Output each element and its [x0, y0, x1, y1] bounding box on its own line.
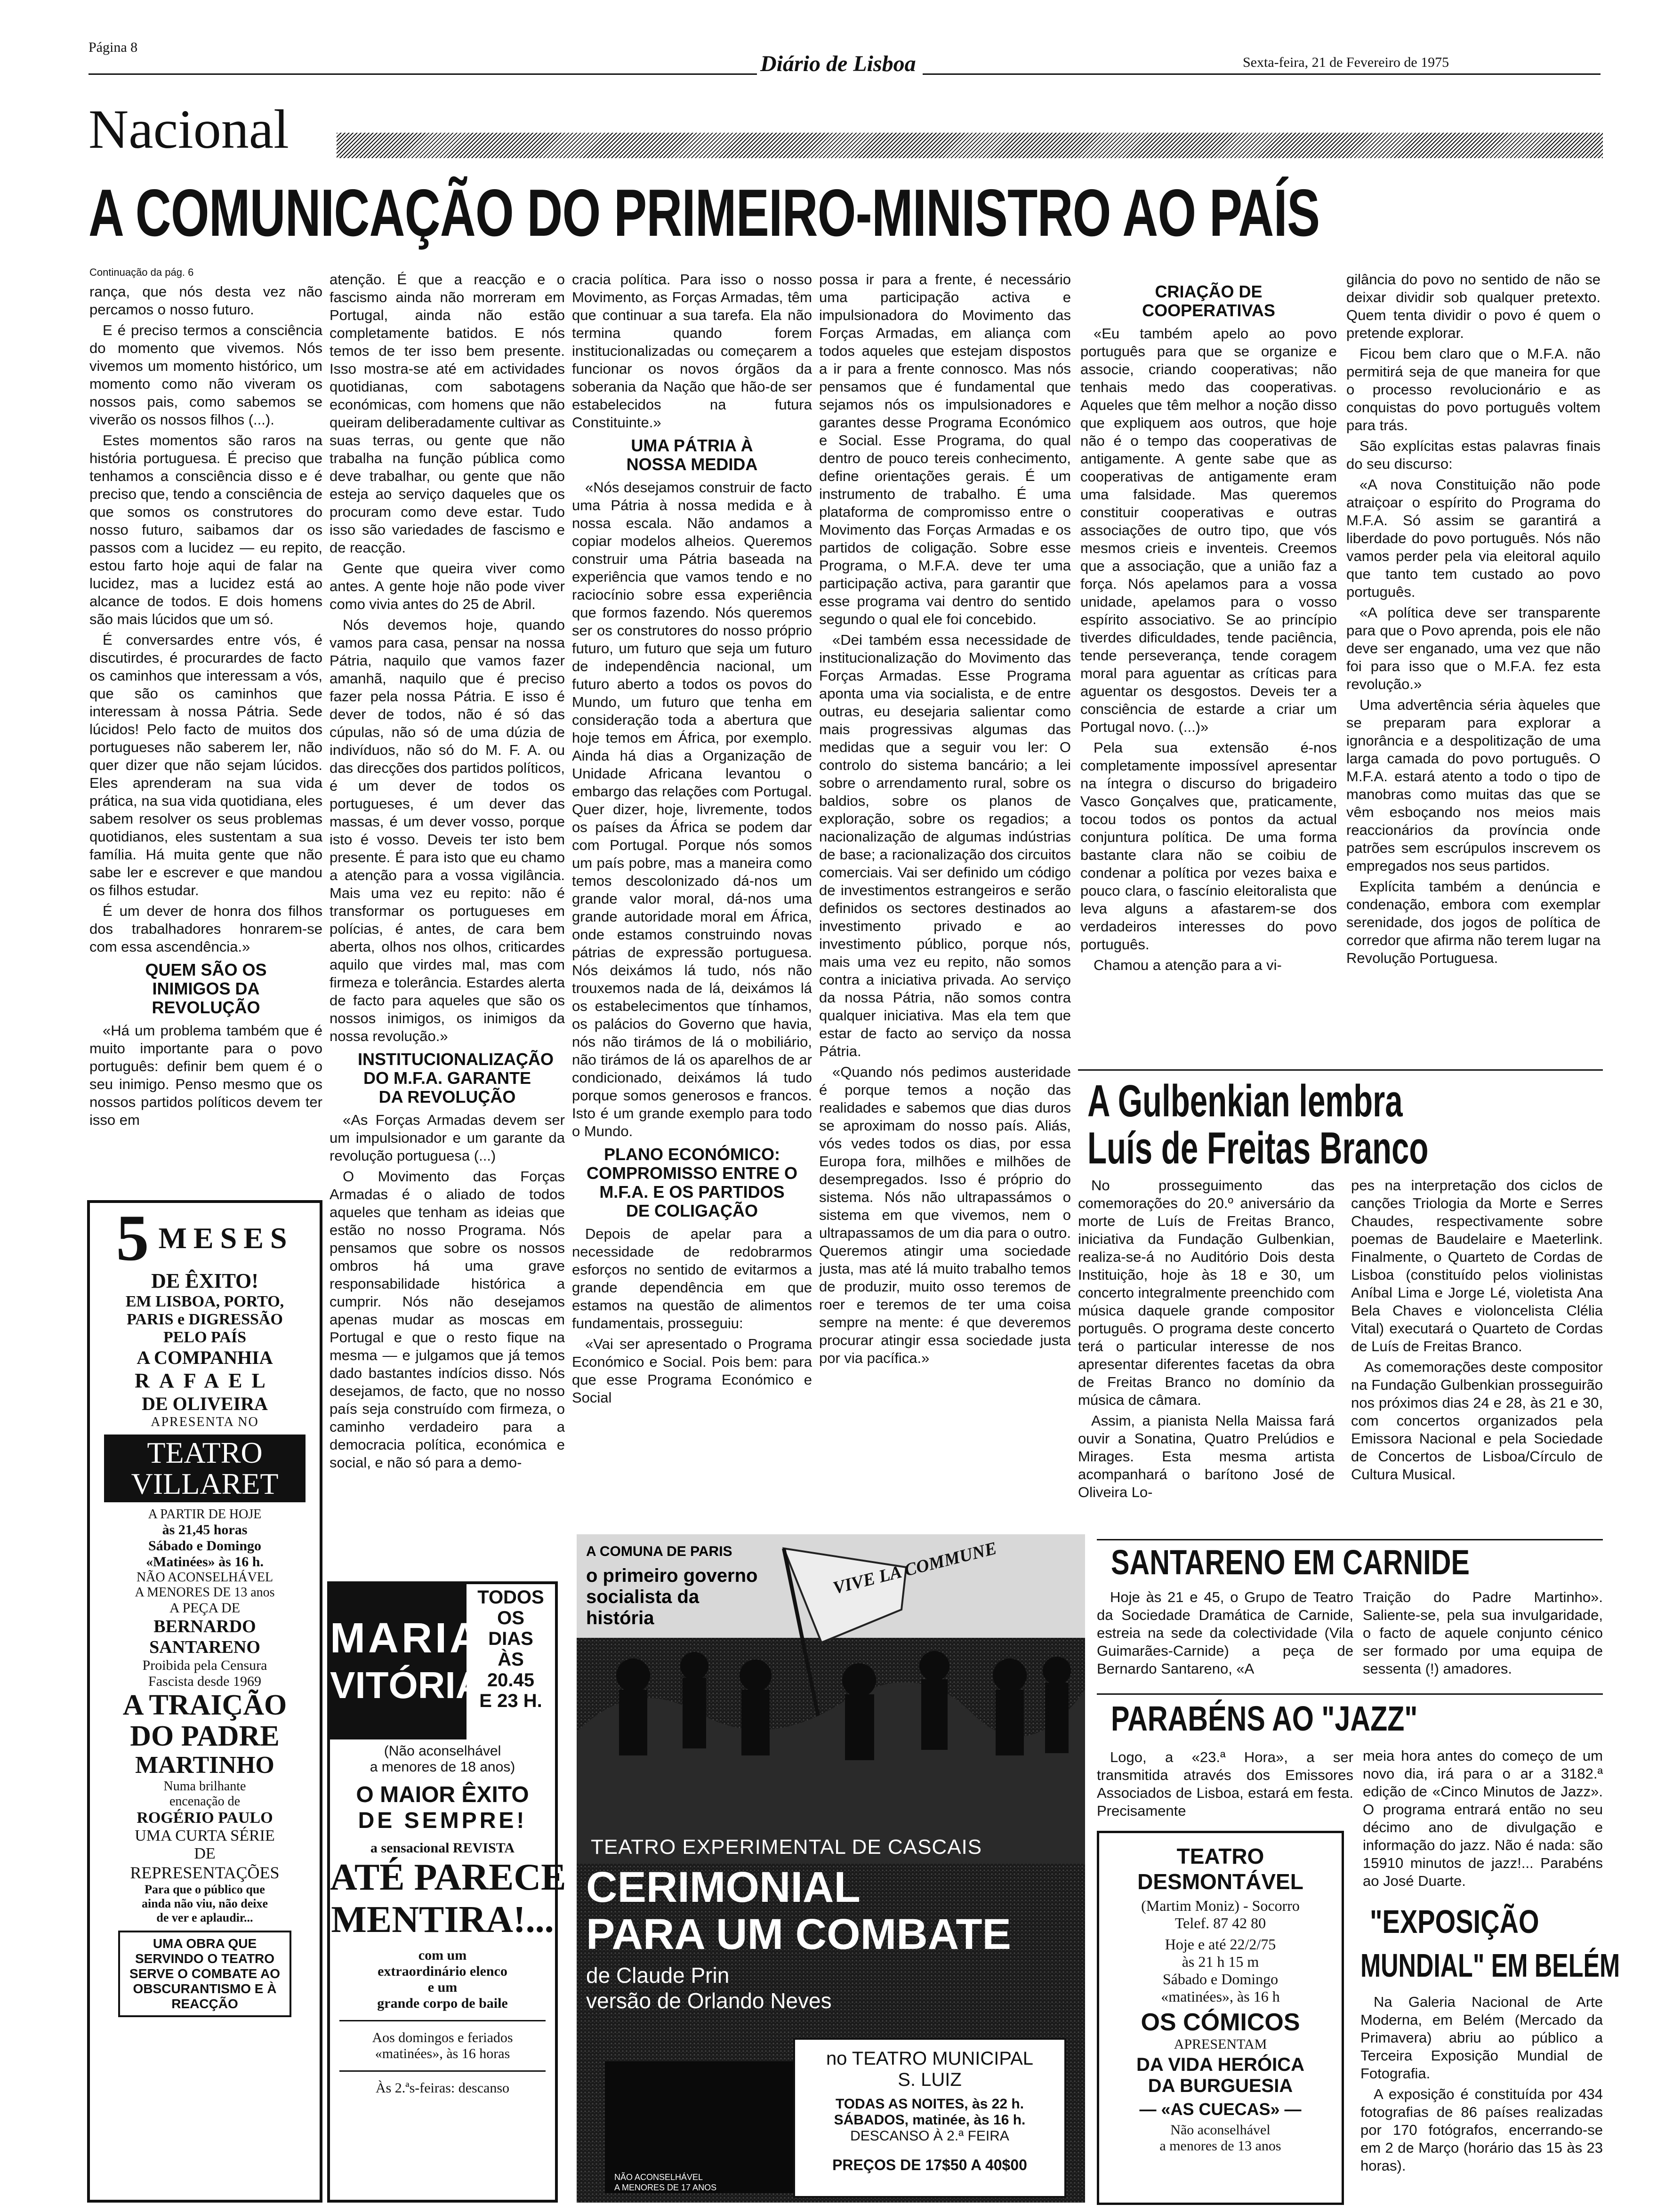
paragraph: «As Forças Armadas devem ser um impulsionador e um garante da revolução portuguesa (...)	[330, 1112, 565, 1164]
ad-line: OS CÓMICOS	[1141, 2009, 1300, 2036]
ad-line: «matinées», às 16 horas	[375, 2046, 510, 2061]
paragraph: «Há um problema também que é muito importante para o povo português: definir bem quem é o seu inimigo. Penso mesmo que os nossos partidos políticos devem ter isso em	[89, 1022, 322, 1128]
ad-line: ATÉ PARECE	[330, 1857, 566, 1898]
ad-theatre-name-box	[330, 1584, 483, 1739]
paragraph: Hoje às 21 e 45, o Grupo de Teatro da Sociedade Dramática de Carnide, estreia na sede da colectividade (Vila Guimarães-Carnide) a peça de Bernardo Santareno, «A	[1097, 1589, 1353, 1677]
ad-line: A TRAIÇÃO	[122, 1689, 287, 1721]
paragraph: Uma advertência séria àqueles que se preparam para explorar a ignorância e a despolitização de uma larga camada do povo português. O M.F.A. estará atento a todo o tipo de manobras como muitas das que se vêm esboçando nos meios mais reaccionários da província onde patrões sem escrúpulos inscrevem os empregados nos seus partidos.	[1346, 697, 1601, 874]
ad-line: ainda não viu, não deixe	[141, 1897, 268, 1910]
article-column-6	[1346, 271, 1601, 1061]
ad-line: Sábado e Domingo	[1162, 1971, 1279, 1988]
ad-slogan-box: UMA OBRA QUE SERVINDO O TEATRO SERVE O COMBATE AO OBSCURANTISMO E À REACÇÃO	[118, 1931, 291, 2017]
expo-title-2: MUNDIAL" EM BELÉM	[1360, 1947, 1620, 1984]
ad-title	[586, 1864, 1076, 2013]
ad-line: Às 2.ªs-feiras: descanso	[375, 2080, 510, 2096]
page-date: Sexta-feira, 21 de Fevereiro de 1975	[1243, 55, 1449, 70]
ad-line: A MENORES DE 17 ANOS	[614, 2183, 717, 2192]
article-column-1	[89, 266, 322, 1202]
ad-maria-vitoria	[327, 1581, 566, 2203]
headline: A COMUNICAÇÃO DO PRIMEIRO-MINISTRO AO PAÍS	[88, 176, 1320, 250]
paragraph: atenção. É que a reacção e o fascismo ainda não morreram em Portugal, ainda não estão completamente batidos. E nós temos de ter isso bem presente. Isso mostra-se até em actividades quotidianas, com sabotagens económicas, com homens que não queiram deliberadamente cultivar as suas terras, ou gente que não trabalha na função pública como deve trabalhar, ou gente que não esteja ao serviço daqueles que os procuram como deve estar. Tudo isso são variedades de fascismo e de reacção.	[330, 271, 565, 556]
ad-line: ÀS	[498, 1649, 524, 1670]
ad-line: UMA CURTA SÉRIE	[135, 1827, 275, 1844]
ad-line: DA BURGUESIA	[1148, 2076, 1293, 2096]
paragraph: Gente que queira viver como antes. A gente hoje não pode viver como vivia antes do 25 de Abril.	[330, 560, 565, 612]
ad-line: MARIA	[330, 1615, 483, 1662]
article-column-5	[1080, 282, 1337, 1061]
ad-line: (Martim Moniz) - Socorro	[1141, 1897, 1300, 1914]
ad-line: APRESENTA NO	[151, 1415, 259, 1429]
gulbenkian-column-a	[1078, 1177, 1335, 1581]
ad-line: PARIS e DIGRESSÃO	[127, 1311, 283, 1328]
ad-line: Aos domingos e feriados	[372, 2030, 513, 2045]
paragraph: pes na interpretação dos ciclos de canções Triologia da Morte e Serres Chaudes, respectivamente sobre poemas de Baudelaire e Maeterlink. Finalmente, o Quarteto de Cordas de Lisboa (constituído pelos violinistas Aníbal Lima e Jorge Lé, violetista Ana Bela Chaves e violoncelista Clélia Vital) executará o Quarteto de Cordas de Luís de Freitas Branco.	[1351, 1177, 1603, 1354]
ad-line: versão de Orlando Neves	[586, 1988, 832, 2013]
section-hatch	[337, 133, 1603, 158]
paragraph: Estes momentos são raros na história portuguesa. É preciso que tenhamos a consciência disso e é preciso que, tendo a consciência de que somos os construtores do nosso futuro, saibamos dar os passos com a lucidez — eu repito, estou farto hoje aqui de falar na lucidez, mas a lucidez está ao alcance de todos. E dois homens são mais lúcidos que um só.	[89, 432, 322, 627]
ad-line: de Claude Prin	[586, 1963, 730, 1988]
ad-line: VITÓRIA	[330, 1664, 483, 1706]
ad-line: NÃO ACONSELHÁVEL	[614, 2172, 703, 2182]
santareno-title: SANTARENO EM CARNIDE	[1111, 1543, 1470, 1582]
paragraph: Logo, a «23.ª Hora», a ser transmitida através dos Emissores Associados de Lisboa, estará em festa. Precisamente	[1097, 1749, 1353, 1819]
ad-line: DIAS	[488, 1628, 533, 1649]
ad-line: TEATRO EXPERIMENTAL DE CASCAIS	[591, 1835, 982, 1859]
paragraph: possa ir para a frente, é necessário uma participação activa e impulsionadora do Movimento das Forças Armadas, em aliança com todos aqueles que estejam dispostos a ir para a frente connosco. Mas nós pensamos que é fundamental que sejamos nós os impulsionadores e garantes desse Programa Económico e Social. Esse Programa, do qual dentro de pouco tereis conhecimento, define orientações gerais. É um instrumento de trabalho. É uma plataforma de compromisso entre o Movimento das Forças Armadas e os partidos de coligação. Sobre esse Programa, o M.F.A. deve ter uma participação activa, para garantir que esse programa vai dentro do sentido segundo o qual ele foi concebido.	[819, 271, 1071, 627]
jazz-top-rule	[1097, 1693, 1603, 1695]
jazz-title: PARABÉNS AO "JAZZ"	[1111, 1699, 1418, 1738]
paragraph: E é preciso termos a consciência do momento que vivemos. Nós vivemos um momento histórico, um momento como não viveram os nossos pais, como sabemos se viverão os nossos filhos (...).	[89, 322, 322, 428]
paragraph: Traição do Padre Martinho». Saliente-se, pela sua invulgaridade, o facto de aquele conjunto cénico ser formado por uma equipa de sessenta (!) amadores.	[1363, 1589, 1603, 1677]
ad-line: MENTIRA!...	[331, 1899, 554, 1940]
ad-line: A COMUNA DE PARIS	[586, 1544, 732, 1559]
ad-line: de ver e aplaudir...	[156, 1911, 253, 1924]
ad-line: o primeiro governo	[586, 1565, 758, 1586]
subheading: UMA PÁTRIA À NOSSA MEDIDA	[626, 436, 758, 474]
ad-line: — «AS CUECAS» —	[1139, 2100, 1302, 2119]
ad-teatro-villaret	[87, 1200, 322, 2203]
masthead: Diário de Lisboa	[760, 51, 916, 76]
ad-line: e um	[427, 1980, 458, 1995]
article-column-3	[572, 271, 812, 1406]
paragraph: «Nós desejamos construir de facto uma Pátria à nossa medida e à nossa escala. Não andamos a copiar modelos alheios. Queremos construir uma Pátria baseada na experiência que vamos tendo e no raciocínio sobre essa experiência que formos fazendo. Nós queremos ser os construtores do nosso próprio futuro, um futuro que seja um futuro de independência nacional, um futuro aberto a todos os povos do Mundo, um futuro que tenha em consideração toda a abertura que hoje temos em África, por exemplo. Ainda há dias a Organização de Unidade Africana levantou o embargo das relações com Portugal. Quer dizer, hoje, livremente, todos os países da África se podem dar com Portugal. Porque nós somos um país pobre, mas a maneira como temos descolonizado dá-nos um grande valor moral, dá-nos uma grande autoridade moral em África, onde estamos construindo novas pátrias de expressão portuguesa. Nós deixámos lá tudo, nós não trouxemos nada de lá, deixámos lá os estabelecimentos que tínhamos, os palácios do Governo que havia, nós não tirámos de lá o mobiliário, não tirámos de lá os aparelhos de ar condicionado, deixámos lá tudo porque somos generosos e francos. Isto é um grande exemplo para todo o Mundo.	[572, 479, 812, 1139]
ad-line: às 21,45 horas	[162, 1522, 248, 1538]
ad-line: A PEÇA DE	[169, 1600, 241, 1616]
ad-line: Telef. 87 42 80	[1174, 1915, 1266, 1931]
ad-line: VILLARET	[131, 1467, 279, 1500]
paragraph: gilância do povo no sentido de não se deixar dividir sob qualquer pretexto. Quem tenta dividir o povo é quem o pretende explorar.	[1346, 271, 1601, 341]
ad-line: A PARTIR DE HOJE	[148, 1507, 262, 1522]
paragraph: meia hora antes do começo de um novo dia, irá para o ar a 3182.ª edição de «Cinco Minutos de Jazz». O programa entrará então no seu décimo ano de divulgação e informação do jazz. Não é nada: são 15910 minutos de jazz!... Parabéns ao José Duarte.	[1363, 1747, 1603, 1889]
ad-line: Hoje e até 22/2/75	[1165, 1936, 1276, 1953]
paragraph: São explícitas estas palavras finais do seu discurso:	[1346, 438, 1601, 472]
ad-line: EM LISBOA, PORTO,	[125, 1293, 284, 1310]
ad-line: «matinées», às 16 h	[1161, 1988, 1280, 2005]
paragraph: O Movimento das Forças Armadas é o aliado de todos aqueles que tenham as ideias que estão no nosso Programa. Nós pensamos que sobre os nossos ombros há uma grave responsabilidade histórica a cumprir. Nós não desejamos apenas mudar as moscas em Portugal e que o resto fique na mesma — e julgamos que já temos dado bastantes indícios disso. Nós desejamos, de facto, que no nosso país seja construído com firmeza, o caminho verdadeiro para a democracia política, económica e social, e não só para a demo-	[330, 1168, 565, 1471]
ad-line: com um	[418, 1948, 467, 1963]
ad-line: MESES	[158, 1221, 294, 1255]
ad-line: DE ÊXITO!	[151, 1269, 258, 1292]
subheading: INSTITUCIONALIZAÇÃO DO M.F.A. GARANTE DA REVOLUÇÃO	[358, 1050, 554, 1106]
ad-line: Para que o público que	[145, 1883, 265, 1896]
santareno-top-rule	[1097, 1539, 1603, 1540]
ad-line: no TEATRO MUNICIPAL	[826, 2048, 1034, 2069]
ad-line: SANTARENO	[149, 1637, 260, 1657]
santareno-column-b	[1363, 1588, 1603, 1701]
ad-line: APRESENTAM	[1174, 2036, 1267, 2052]
ad-line: PELO PAÍS	[163, 1329, 246, 1346]
paragraph: «A nova Constituição não pode atraiçoar o espírito do Programa do M.F.A. Só assim se garantirá a liberdade do povo português. Nós não vamos perder pela via eleitoral aquilo que tanto tem custado ao povo português.	[1346, 476, 1601, 600]
subheading: PLANO ECONÓMICO: COMPROMISSO ENTRE O M.F.A. E OS PARTIDOS DE COLIGAÇÃO	[586, 1145, 798, 1220]
paragraph: Ficou bem claro que o M.F.A. não permitirá seja de que maneira for que o processo revolucionário e as conquistas do povo português voltem para trás.	[1346, 345, 1601, 433]
paragraph: É conversardes entre vós, é discutirdes, é procurardes de facto os caminhos que interessam a vós, que são os caminhos que interessam à nossa Pátria. Sede lúcidos! Pelo facto de muitos dos portugueses não saberem ler, não quer dizer que não sejam lúcidos. Eles aprenderam na sua vida prática, na sua vida quotidiana, eles sabem resolver os seus problemas quotidianos, eles sustentam a sua família. Há muita gente que não sabe ler e escrever e que mandou os filhos estudar.	[89, 632, 322, 898]
ad-line: Não aconselhável	[1170, 2122, 1271, 2138]
gulbenkian-top-rule	[1078, 1069, 1603, 1071]
ad-big-number: 5	[116, 1202, 149, 1274]
paragraph: «Eu também apelo ao povo português para que se organize e associe, criando cooperativas; não tenhais medo das cooperativas. Aqueles que têm melhor a noção disso que expliquem aos outros, que hoje não é o tempo das cooperativas de antigamente. A gente sabe que as cooperativas de antigamente eram uma falsidade. Mas queremos constituir cooperativas e outras associações de outro tipo, que vós mesmos crieis e inventeis. Creemos que a associação, que a união faz a força. Nós apelamos para a vossa unidade, apelamos para o vosso espírito associativo. Se ao princípio tiverdes dificuldades, tende paciência, tende perseverança, tende coragem moral para aguentar as críticas para aguentar os desgostos. Deveis ter a consciência de estarde a criar um Portugal novo. (...)»	[1080, 325, 1337, 735]
paragraph: No prosseguimento das comemorações do 20.º aniversário da morte de Luís de Freitas Branco, iniciativa da Fundação Gulbenkian, realiza-se-á no Auditório Dois desta Instituição, hoje às 18 e 30, um concerto integralmente preenchido com música daquele grande compositor português. O programa deste concerto terá o particular interesse de nos apresentar diferentes facetas da obra de Freitas Branco no domínio da música de câmara.	[1078, 1177, 1335, 1408]
page-number: Página 8	[88, 40, 138, 55]
section-title: Nacional	[88, 98, 289, 160]
ad-line: DE	[194, 1845, 216, 1862]
ad-line: A MENORES DE 13 anos	[135, 1585, 275, 1600]
paragraph: A exposição é constituída por 434 fotografias de 86 países realizadas por 170 fotógrafos, encerrando-se em 2 de Março (horário das 15 às 23 horas).	[1360, 2086, 1603, 2174]
gulbenkian-title-1: A Gulbenkian lembra	[1087, 1076, 1403, 1126]
ad-line: DE SEMPRE!	[358, 1808, 527, 1833]
ad-line: REPRESENTAÇÕES	[130, 1863, 280, 1882]
ad-line: ROGÉRIO PAULO	[137, 1809, 273, 1827]
ad-line: DA VIDA HERÓICA	[1136, 2054, 1305, 2075]
paragraph: Pela sua extensão é-nos completamente impossível apresentar na íntegra o discurso do brigadeiro Vasco Gonçalves que, praticamente, tocou todos os pontos da actual conjuntura política. De uma forma bastante clara não se coibiu de condenar a política por vezes baixa e pouco clara, o fascínio eleitoralista que leva alguns a afastarem-se dos verdadeiros interesses do povo português.	[1080, 739, 1337, 953]
ad-line: PARA UM COMBATE	[586, 1910, 1011, 1958]
continuation-note: Continuação da pág. 6	[89, 266, 194, 278]
expo-column	[1360, 1993, 1603, 2200]
paragraph: As comemorações deste compositor na Fundação Gulbenkian prosseguirão nos próximos dias 24 e 28, às 21 e 30, com concertos organizados pela Emissora Nacional e pela Sociedade de Concertos de Lisboa/Círculo de Cultura Musical.	[1351, 1359, 1603, 1483]
paragraph: Assim, a pianista Nella Maissa fará ouvir a Sonatina, Quatro Prelúdios e Mirages. Esta mesma artista acompanhará o barítono José de Oliveira Lo-	[1078, 1412, 1335, 1500]
gulbenkian-column-b	[1351, 1177, 1603, 1581]
ad-line: BERNARDO	[153, 1617, 256, 1636]
ad-line: E 23 H.	[479, 1691, 542, 1711]
ad-line: Proibida pela Censura	[142, 1658, 267, 1673]
ad-line: (Não aconselhável	[384, 1743, 501, 1759]
paragraph: É um dever de honra dos filhos dos trabalhadores honrarem-se com essa ascendência.»	[89, 903, 322, 955]
ad-line: encenação de	[169, 1794, 240, 1809]
ad-line: extraordinário elenco	[378, 1964, 507, 1979]
ad-line: O MAIOR ÊXITO	[356, 1782, 529, 1807]
ad-line: 20.45	[487, 1670, 535, 1691]
paragraph: «A política deve ser transparente para que o Povo aprenda, pois ele não deve ser enganado, uma vez que não foi para isso que o M.F.A. fez esta revolução.»	[1346, 604, 1601, 692]
ad-line: RAFAEL	[135, 1369, 275, 1392]
ad-line: MARTINHO	[135, 1752, 274, 1779]
ad-line: TODOS	[477, 1587, 544, 1608]
ad-line: a menores de 13 anos	[1159, 2138, 1281, 2154]
paragraph: Nós devemos hoje, quando vamos para casa, pensar na nossa Pátria, naquilo que vamos fazer amanhã, naquilo que é preciso fazer pela nossa Pátria. E isso é dever de todos, não é só das cúpulas, não só de uma dúzia de indivíduos, não só do M. F. A. ou das direcções dos partidos políticos, é um dever de todos os portugueses, é um dever das massas, é um dever vosso, porque isto é vosso. Deveis ter isto bem presente. É para isto que eu chamo a atenção para a vossa vigilância. Mais uma vez eu repito: não é transformar os portugueses em polícias, é antes, de cara bem aberta, olhos nos olhos, criticardes aquilo que virdes mal, mas com firmeza e tolerância. Estardes alerta de facto para aqueles que são os nossos inimigos, os inimigos da nossa revolução.»	[330, 617, 565, 1044]
paragraph: «Vai ser apresentado o Programa Económico e Social. Pois bem: para que esse Programa Económico e Social	[572, 1336, 812, 1406]
ad-line: socialista da história	[586, 1587, 700, 1628]
ad-info-box	[793, 2038, 1066, 2198]
paragraph: «Dei também essa necessidade de institucionalização do Movimento das Forças Armadas. Esse Programa aponta uma via socialista, e de entre outras, eu desejaria salientar como mais progressivas algumas das medidas que a seguir vou ler: O controlo do sistema bancário; a lei sobre o arrendamento rural, sobre os baldios, sobre os planos de exploração, sobre os regadios; a nacionalização de algumas indústrias de base; a racionalização dos circuitos comerciais. Vai ser definido um código de investimentos estrangeiros e serão definidos os sectores destinados ao investimento privado e ao investimento público, porque nós, mais uma vez eu repito, não somos contra a iniciativa privada. Ao serviço da nossa Pátria, não somos contra qualquer iniciativa. Mas ela tem que estar de facto ao serviço da nossa Pátria.	[819, 632, 1071, 1059]
subheading: QUEM SÃO OS INIMIGOS DA REVOLUÇÃO	[145, 960, 267, 1017]
header-rule-left	[88, 73, 757, 75]
gulbenkian-title-2: Luís de Freitas Branco	[1087, 1123, 1429, 1173]
ad-line: DO PADRE	[130, 1720, 280, 1752]
ad-line: Numa brilhante	[163, 1779, 246, 1794]
ad-line: S. LUIZ	[898, 2069, 962, 2090]
ad-line: OS	[497, 1608, 524, 1628]
santareno-column-a	[1097, 1588, 1353, 1701]
ad-line: a menores de 18 anos)	[370, 1759, 515, 1775]
paragraph: Depois de apelar para a necessidade de redobrarmos esforços no sentido de evitarmos a grande dependência em que estamos na questão de alimentos fundamentais, prosseguiu:	[572, 1226, 812, 1331]
ad-line: CERIMONIAL	[586, 1863, 861, 1911]
ad-line: A COMPANHIA	[137, 1347, 273, 1368]
ad-line: DESCANSO À 2.ª FEIRA	[850, 2128, 1009, 2144]
ad-line: PREÇOS DE 17$50 A 40$00	[832, 2156, 1027, 2173]
paragraph: Na Galeria Nacional de Arte Moderna, em Belém (Mercado da Primavera) abriu ao público a Terceira Exposição Mundial de Fotografia.	[1360, 1994, 1603, 2082]
ad-teatro-desmontavel	[1097, 1831, 1344, 2205]
ad-theatre-name-box	[104, 1435, 306, 1502]
paragraph: «Quando nós pedimos austeridade é porque temos a noção das realidades e sabemos que dias duros se aproximam do nosso país. Aliás, vós vedes todos os dias, por essa Europa fora, milhões e milhões de desempregados. Isso é próprio do sistema. Nós não ultrapassámos o sistema em que vivemos, nem o ultrapassamos de um dia para o outro. Queremos atingir uma sociedade justa, mas até lá muito trabalho temos de produzir, muito osso teremos de roer e teremos de ter uma coisa sempre na mente: é que deveremos procurar atingir essa sociedade justa por via pacífica.»	[819, 1064, 1071, 1366]
ad-line: a sensacional REVISTA	[370, 1840, 515, 1856]
ad-line: DE OLIVEIRA	[142, 1393, 268, 1414]
jazz-column-a	[1097, 1748, 1353, 1824]
ad-line: Sábado e Domingo	[148, 1538, 262, 1554]
expo-title-1: "EXPOSIÇÃO	[1370, 1903, 1539, 1940]
ad-text-overlay	[586, 1544, 765, 1629]
ad-teatro-experimental-cascais	[577, 1534, 1085, 2203]
ad-age-notice	[614, 2172, 716, 2193]
article-column-2	[330, 271, 565, 1471]
paragraph: cracia política. Para isso o nosso Movimento, as Forças Armadas, têm que continuar a sua tarefa. Ela não termina quando forem institucionalizadas ou começarem a funcionar os novos órgãos da soberania da Nação que hão-de ser estabelecidos na futura Constituinte.»	[572, 271, 812, 431]
ad-line: SÁBADOS, matinée, às 16 h.	[834, 2112, 1026, 2128]
paragraph: Explícita também a denúncia e condenação, embora com exemplar serenidade, dos jogos de política de corredor que afirma não terem lugar na Revolução Portuguesa.	[1346, 878, 1601, 966]
ad-line: Fascista desde 1969	[148, 1674, 261, 1689]
header-rule-right	[923, 73, 1601, 75]
ad-line: às 21 h 15 m	[1182, 1953, 1259, 1970]
ad-line: grande corpo de baile	[377, 1996, 508, 2011]
ad-line: TODAS AS NOITES, às 22 h.	[835, 2096, 1024, 2112]
paragraph: rança, que nós desta vez não percamos o nosso futuro.	[89, 283, 322, 318]
subheading: CRIAÇÃO DE COOPERATIVAS	[1142, 282, 1275, 320]
ad-line: «Matinées» às 16 h.	[146, 1554, 264, 1570]
article-column-4	[819, 271, 1071, 1366]
jazz-column-b	[1363, 1747, 1603, 1891]
ad-flag-text: VIVE LA COMMUNE	[831, 1538, 999, 1598]
ad-line: TEATRO	[1176, 1844, 1264, 1868]
ad-line: NÃO ACONSELHÁVEL	[136, 1570, 273, 1585]
paragraph: Chamou a atenção para a vi-	[1094, 957, 1282, 973]
ad-line: TEATRO	[147, 1436, 263, 1469]
ad-line: DESMONTÁVEL	[1137, 1869, 1303, 1894]
